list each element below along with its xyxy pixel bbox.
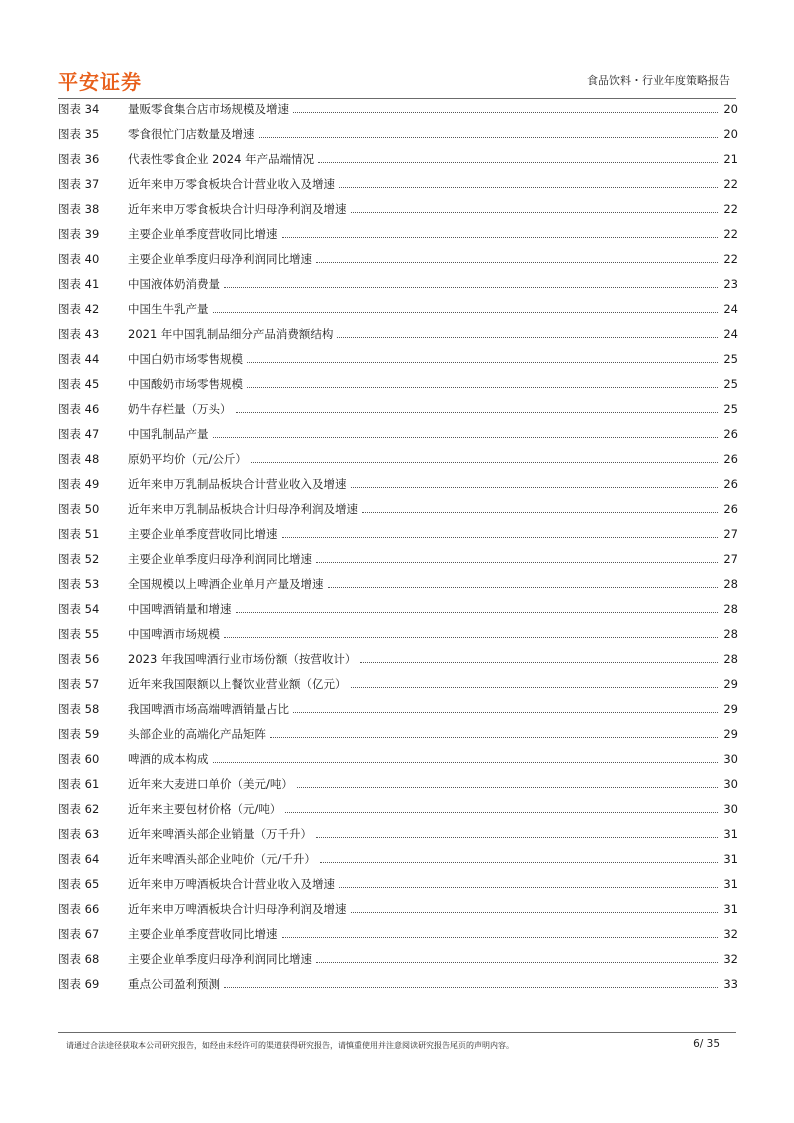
toc-entry-title: 主要企业单季度营收同比增速 — [128, 226, 278, 241]
toc-entry-number: 图表 53 — [58, 576, 100, 591]
toc-entry-title: 我国啤酒市场高端啤酒销量占比 — [128, 701, 289, 716]
toc-entry-page: 25 — [723, 351, 738, 366]
toc-entry-number: 图表 68 — [58, 951, 100, 966]
toc-entry-number: 图表 67 — [58, 926, 100, 941]
toc-entry[interactable] — [58, 571, 738, 596]
toc-entry[interactable] — [58, 196, 738, 221]
toc-entry-number: 图表 40 — [58, 251, 100, 266]
toc-entry-number: 图表 69 — [58, 976, 100, 991]
toc-entry-page: 30 — [723, 751, 738, 766]
report-title: 食品饮料・行业年度策略报告 — [587, 74, 730, 87]
toc-leader-dots — [213, 437, 719, 438]
toc-entry-page: 31 — [723, 901, 738, 916]
toc-entry-number: 图表 47 — [58, 426, 100, 441]
toc-entry[interactable] — [58, 971, 738, 996]
toc-entry-title: 代表性零食企业 2024 年产品端情况 — [128, 151, 315, 166]
toc-leader-dots — [328, 587, 719, 588]
toc-entry[interactable] — [58, 921, 738, 946]
toc-entry-title: 近年来大麦进口单价（美元/吨） — [128, 776, 293, 791]
toc-entry-number: 图表 54 — [58, 601, 100, 616]
toc-entry-page: 25 — [723, 401, 738, 416]
toc-leader-dots — [282, 937, 719, 938]
toc-entry-number: 图表 61 — [58, 776, 100, 791]
toc-entry-number: 图表 45 — [58, 376, 100, 391]
toc-entry-page: 24 — [723, 301, 738, 316]
toc-entry-title: 主要企业单季度归母净利润同比增速 — [128, 251, 312, 266]
toc-leader-dots — [224, 987, 718, 988]
toc-entry-page: 20 — [723, 126, 738, 141]
toc-entry-page: 28 — [723, 601, 738, 616]
toc-leader-dots — [316, 262, 718, 263]
toc-entry-page: 29 — [723, 676, 738, 691]
toc-entry-title: 中国啤酒销量和增速 — [128, 601, 232, 616]
toc-entry-page: 29 — [723, 726, 738, 741]
toc-entry-page: 22 — [723, 251, 738, 266]
toc-entry-title: 主要企业单季度营收同比增速 — [128, 526, 278, 541]
toc-leader-dots — [351, 687, 719, 688]
toc-entry-number: 图表 52 — [58, 551, 100, 566]
toc-entry-page: 22 — [723, 176, 738, 191]
toc-leader-dots — [282, 237, 719, 238]
toc-entry[interactable] — [58, 146, 738, 171]
toc-leader-dots — [339, 187, 718, 188]
toc-entry[interactable] — [58, 471, 738, 496]
toc-entry-title: 主要企业单季度归母净利润同比增速 — [128, 951, 312, 966]
toc-entry-number: 图表 66 — [58, 901, 100, 916]
toc-entry-page: 27 — [723, 551, 738, 566]
toc-entry-title: 近年来申万啤酒板块合计营业收入及增速 — [128, 876, 335, 891]
toc-entry-page: 21 — [723, 151, 738, 166]
toc-entry-number: 图表 42 — [58, 301, 100, 316]
toc-entry-title: 啤酒的成本构成 — [128, 751, 209, 766]
toc-entry-number: 图表 55 — [58, 626, 100, 641]
toc-entry-title: 2021 年中国乳制品细分产品消费额结构 — [128, 326, 334, 341]
toc-entry-title: 近年来啤酒头部企业销量（万千升） — [128, 826, 312, 841]
toc-leader-dots — [316, 837, 718, 838]
toc-entry[interactable] — [58, 246, 738, 271]
toc-entry-number: 图表 49 — [58, 476, 100, 491]
toc-leader-dots — [360, 662, 718, 663]
toc-leader-dots — [337, 337, 718, 338]
toc-entry-number: 图表 56 — [58, 651, 100, 666]
toc-entry[interactable] — [58, 946, 738, 971]
toc-leader-dots — [247, 362, 718, 363]
toc-entry-title: 主要企业单季度营收同比增速 — [128, 926, 278, 941]
toc-entry-title: 中国液体奶消费量 — [128, 276, 220, 291]
toc-entry-title: 2023 年我国啤酒行业市场份额（按营收计） — [128, 651, 357, 666]
toc-entry[interactable] — [58, 771, 738, 796]
toc-entry-page: 31 — [723, 851, 738, 866]
toc-leader-dots — [259, 137, 719, 138]
company-logo: 平安证券 — [58, 70, 142, 94]
toc-leader-dots — [285, 812, 718, 813]
toc-entry-title: 中国啤酒市场规模 — [128, 626, 220, 641]
toc-entry-number: 图表 35 — [58, 126, 100, 141]
toc-entry[interactable] — [58, 696, 738, 721]
toc-entry-page: 26 — [723, 476, 738, 491]
toc-entry-number: 图表 36 — [58, 151, 100, 166]
toc-leader-dots — [213, 762, 719, 763]
toc-entry[interactable] — [58, 871, 738, 896]
toc-entry-page: 29 — [723, 701, 738, 716]
toc-entry-page: 23 — [723, 276, 738, 291]
toc-leader-dots — [362, 512, 718, 513]
toc-entry-number: 图表 50 — [58, 501, 100, 516]
toc-leader-dots — [316, 562, 718, 563]
toc-entry-title: 中国白奶市场零售规模 — [128, 351, 243, 366]
toc-entry-number: 图表 46 — [58, 401, 100, 416]
toc-leader-dots — [316, 962, 718, 963]
toc-entry[interactable] — [58, 496, 738, 521]
toc-entry-number: 图表 60 — [58, 751, 100, 766]
toc-entry-number: 图表 41 — [58, 276, 100, 291]
toc-entry-title: 近年来申万零食板块合计归母净利润及增速 — [128, 201, 347, 216]
toc-entry-title: 近年来申万乳制品板块合计营业收入及增速 — [128, 476, 347, 491]
toc-leader-dots — [247, 387, 718, 388]
toc-leader-dots — [351, 487, 719, 488]
toc-entry-title: 近年来申万啤酒板块合计归母净利润及增速 — [128, 901, 347, 916]
toc-entry-page: 27 — [723, 526, 738, 541]
toc-entry[interactable] — [58, 371, 738, 396]
figure-index — [58, 96, 738, 996]
toc-leader-dots — [351, 212, 719, 213]
toc-entry-page: 32 — [723, 926, 738, 941]
toc-entry-page: 26 — [723, 501, 738, 516]
toc-entry-title: 原奶平均价（元/公斤） — [128, 451, 247, 466]
toc-leader-dots — [351, 912, 719, 913]
toc-entry[interactable] — [58, 171, 738, 196]
toc-entry-page: 22 — [723, 201, 738, 216]
toc-leader-dots — [236, 412, 719, 413]
toc-leader-dots — [297, 787, 718, 788]
toc-entry-number: 图表 63 — [58, 826, 100, 841]
toc-entry[interactable] — [58, 621, 738, 646]
toc-entry-page: 25 — [723, 376, 738, 391]
toc-entry-page: 22 — [723, 226, 738, 241]
toc-entry[interactable] — [58, 546, 738, 571]
toc-leader-dots — [270, 737, 718, 738]
toc-leader-dots — [236, 612, 719, 613]
toc-entry[interactable] — [58, 446, 738, 471]
toc-entry[interactable] — [58, 321, 738, 346]
toc-entry-title: 中国乳制品产量 — [128, 426, 209, 441]
toc-entry-page: 26 — [723, 451, 738, 466]
toc-entry-page: 28 — [723, 576, 738, 591]
toc-entry[interactable] — [58, 421, 738, 446]
toc-entry-title: 重点公司盈利预测 — [128, 976, 220, 991]
toc-entry-title: 近年来我国限额以上餐饮业营业额（亿元） — [128, 676, 347, 691]
toc-entry-number: 图表 37 — [58, 176, 100, 191]
toc-entry[interactable] — [58, 596, 738, 621]
toc-entry[interactable] — [58, 296, 738, 321]
toc-entry-title: 头部企业的高端化产品矩阵 — [128, 726, 266, 741]
footer-disclaimer: 请通过合法途径获取本公司研究报告，如经由未经许可的渠道获得研究报告，请慎重使用并注意阅读研究报告尾页的声明内容。 — [66, 1041, 514, 1050]
toc-entry-number: 图表 44 — [58, 351, 100, 366]
toc-entry-number: 图表 64 — [58, 851, 100, 866]
toc-entry[interactable] — [58, 796, 738, 821]
toc-entry-page: 26 — [723, 426, 738, 441]
toc-entry[interactable] — [58, 96, 738, 121]
toc-leader-dots — [251, 462, 718, 463]
toc-entry-number: 图表 58 — [58, 701, 100, 716]
toc-entry-title: 零食很忙门店数量及增速 — [128, 126, 255, 141]
toc-entry-page: 32 — [723, 951, 738, 966]
toc-leader-dots — [318, 162, 718, 163]
toc-entry-number: 图表 57 — [58, 676, 100, 691]
toc-entry-page: 30 — [723, 801, 738, 816]
toc-entry[interactable] — [58, 821, 738, 846]
toc-entry[interactable] — [58, 646, 738, 671]
toc-entry-number: 图表 43 — [58, 326, 100, 341]
toc-leader-dots — [320, 862, 718, 863]
toc-entry[interactable] — [58, 721, 738, 746]
toc-leader-dots — [293, 112, 718, 113]
toc-entry[interactable] — [58, 396, 738, 421]
toc-entry[interactable] — [58, 346, 738, 371]
toc-entry[interactable] — [58, 896, 738, 921]
toc-leader-dots — [293, 712, 718, 713]
toc-entry-title: 量贩零食集合店市场规模及增速 — [128, 101, 289, 116]
toc-entry-number: 图表 62 — [58, 801, 100, 816]
toc-leader-dots — [224, 637, 718, 638]
toc-entry-page: 24 — [723, 326, 738, 341]
toc-entry-title: 中国酸奶市场零售规模 — [128, 376, 243, 391]
toc-leader-dots — [282, 537, 719, 538]
toc-leader-dots — [339, 887, 718, 888]
toc-entry-number: 图表 59 — [58, 726, 100, 741]
toc-entry-number: 图表 48 — [58, 451, 100, 466]
toc-entry-number: 图表 39 — [58, 226, 100, 241]
toc-entry[interactable] — [58, 221, 738, 246]
toc-entry[interactable] — [58, 521, 738, 546]
toc-entry-page: 28 — [723, 626, 738, 641]
toc-entry-title: 近年来主要包材价格（元/吨） — [128, 801, 282, 816]
toc-entry-page: 20 — [723, 101, 738, 116]
toc-entry-page: 28 — [723, 651, 738, 666]
toc-entry-page: 30 — [723, 776, 738, 791]
toc-entry[interactable] — [58, 671, 738, 696]
toc-leader-dots — [224, 287, 718, 288]
toc-leader-dots — [213, 312, 719, 313]
toc-entry-page: 31 — [723, 876, 738, 891]
toc-entry-title: 近年来申万乳制品板块合计归母净利润及增速 — [128, 501, 358, 516]
toc-entry-title: 近年来啤酒头部企业吨价（元/千升） — [128, 851, 316, 866]
toc-entry[interactable] — [58, 846, 738, 871]
toc-entry-page: 31 — [723, 826, 738, 841]
page-header — [58, 64, 736, 99]
toc-entry-page: 33 — [723, 976, 738, 991]
toc-entry-title: 主要企业单季度归母净利润同比增速 — [128, 551, 312, 566]
page-number: 6/ 35 — [693, 1038, 720, 1050]
toc-entry-title: 奶牛存栏量（万头） — [128, 401, 232, 416]
toc-entry[interactable] — [58, 746, 738, 771]
toc-entry[interactable] — [58, 121, 738, 146]
page-footer — [58, 1032, 736, 1050]
toc-entry-number: 图表 65 — [58, 876, 100, 891]
toc-entry-title: 全国规模以上啤酒企业单月产量及增速 — [128, 576, 324, 591]
toc-entry-number: 图表 34 — [58, 101, 100, 116]
toc-entry-title: 中国生牛乳产量 — [128, 301, 209, 316]
toc-entry-number: 图表 38 — [58, 201, 100, 216]
toc-entry[interactable] — [58, 271, 738, 296]
toc-entry-title: 近年来申万零食板块合计营业收入及增速 — [128, 176, 335, 191]
toc-entry-number: 图表 51 — [58, 526, 100, 541]
